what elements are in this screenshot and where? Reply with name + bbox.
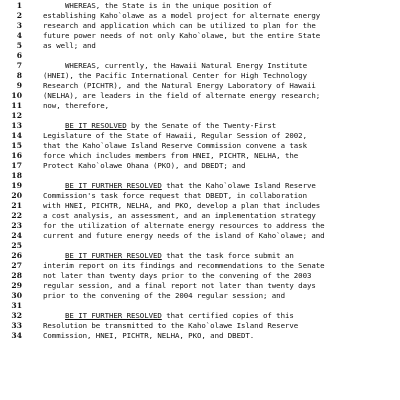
line-number: 7 [16,61,22,70]
line-12 [0,111,400,121]
line-33 [0,321,400,331]
line-15 [0,141,400,151]
line-text: WHEREAS, currently, the Hawaii Natural Energy Institute [43,61,307,70]
line-number: 20 [11,191,22,200]
line-text: Commission's task force request that DBEDT, in collaboration [43,191,307,200]
line-number: 25 [11,241,22,250]
line-25 [0,241,400,251]
line-text: establishing Kaho`olawe as a model project for alternate energy [43,11,321,20]
line-5 [0,41,400,51]
line-text: as well; and [43,41,96,50]
line-number: 8 [16,71,22,80]
line-number: 12 [11,111,22,120]
line-number: 4 [16,31,22,40]
line-text: force which includes members from HNEI, PICHTR, NELHA, the [43,151,299,160]
line-text: WHEREAS, the State is in the unique position of [43,1,272,10]
line-number: 30 [11,291,22,300]
line-11 [0,101,400,111]
line-number: 14 [11,131,22,140]
line-20 [0,191,400,201]
line-17 [0,161,400,171]
line-text: (NELHA), are leaders in the field of alternate energy research; [43,91,321,100]
resolved-phrase: BE IT FURTHER RESOLVED [65,311,162,320]
line-number: 34 [11,331,22,340]
line-6 [0,51,400,61]
line-number: 13 [11,121,22,130]
line-number: 21 [11,201,22,210]
line-number: 1 [16,1,22,10]
line-number: 6 [16,51,22,60]
line-18 [0,171,400,181]
line-30 [0,291,400,301]
line-text: future power needs of not only Kaho`olawe, but the entire State [43,31,321,40]
line-3 [0,21,400,31]
line-21 [0,201,400,211]
line-19 [0,181,400,191]
resolved-phrase: BE IT FURTHER RESOLVED [65,251,162,260]
line-text: BE IT RESOLVED by the Senate of the Twenty-First [65,121,277,130]
line-8 [0,71,400,81]
line-number: 11 [11,101,22,110]
line-4 [0,31,400,41]
line-number: 31 [11,301,22,310]
line-number: 22 [11,211,22,220]
line-text: Legislature of the State of Hawaii, Regular Session of 2002, [43,131,307,140]
line-text: current and future energy needs of the island of Kaho`olawe; and [43,231,325,240]
line-9 [0,81,400,91]
line-number: 10 [11,91,22,100]
line-31 [0,301,400,311]
line-number: 32 [11,311,22,320]
line-number: 17 [11,161,22,170]
line-number: 28 [11,271,22,280]
line-number: 3 [16,21,22,30]
line-23 [0,221,400,231]
line-text: Commission, HNEI, PICHTR, NELHA, PKO, and DBEDT. [43,331,255,340]
line-32 [0,311,400,321]
line-26 [0,251,400,261]
line-1 [0,1,400,11]
line-22 [0,211,400,221]
resolved-phrase: BE IT FURTHER RESOLVED [65,181,162,190]
line-14 [0,131,400,141]
line-text: a cost analysis, an assessment, and an implementation strategy [43,211,316,220]
line-number: 24 [11,231,22,240]
line-number: 26 [11,251,22,260]
line-text: BE IT FURTHER RESOLVED that certified copies of this [65,311,294,320]
line-text: now, therefore, [43,101,109,110]
line-text: Resolution be transmitted to the Kaho`olawe Island Reserve [43,321,299,330]
line-number: 16 [11,151,22,160]
line-number: 19 [11,181,22,190]
line-16 [0,151,400,161]
line-27 [0,261,400,271]
line-text: for the utilization of alternate energy resources to address the [43,221,325,230]
line-text: BE IT FURTHER RESOLVED that the Kaho`olawe Island Reserve [65,181,316,190]
line-number: 5 [16,41,22,50]
line-text: regular session, and a final report not later than twenty days [43,281,316,290]
line-34 [0,331,400,341]
line-29 [0,281,400,291]
line-text: research and application which can be utilized to plan for the [43,21,316,30]
line-number: 33 [11,321,22,330]
line-text: that the Kaho`olawe Island Reserve Commission convene a task [43,141,307,150]
line-text: (HNEI), the Pacific International Center for High Technology [43,71,307,80]
line-number: 27 [11,261,22,270]
line-text: not later than twenty days prior to the convening of the 2003 [43,271,312,280]
line-number: 9 [16,81,22,90]
line-text: with HNEI, PICHTR, NELHA, and PKO, develop a plan that includes [43,201,321,210]
line-number: 15 [11,141,22,150]
line-24 [0,231,400,241]
line-28 [0,271,400,281]
line-number: 18 [11,171,22,180]
resolved-phrase: BE IT RESOLVED [65,121,127,130]
line-number: 29 [11,281,22,290]
line-2 [0,11,400,21]
line-number: 2 [16,11,22,20]
line-7 [0,61,400,71]
line-text: prior to the convening of the 2004 regular session; and [43,291,285,300]
line-number: 23 [11,221,22,230]
line-text: interim report on its findings and recommendations to the Senate [43,261,325,270]
line-text: BE IT FURTHER RESOLVED that the task force submit an [65,251,294,260]
line-13 [0,121,400,131]
line-text: Research (PICHTR), and the Natural Energy Laboratory of Hawaii [43,81,316,90]
line-text: Protect Kaho`olawe Ohana (PKO), and DBEDT; and [43,161,246,170]
line-10 [0,91,400,101]
